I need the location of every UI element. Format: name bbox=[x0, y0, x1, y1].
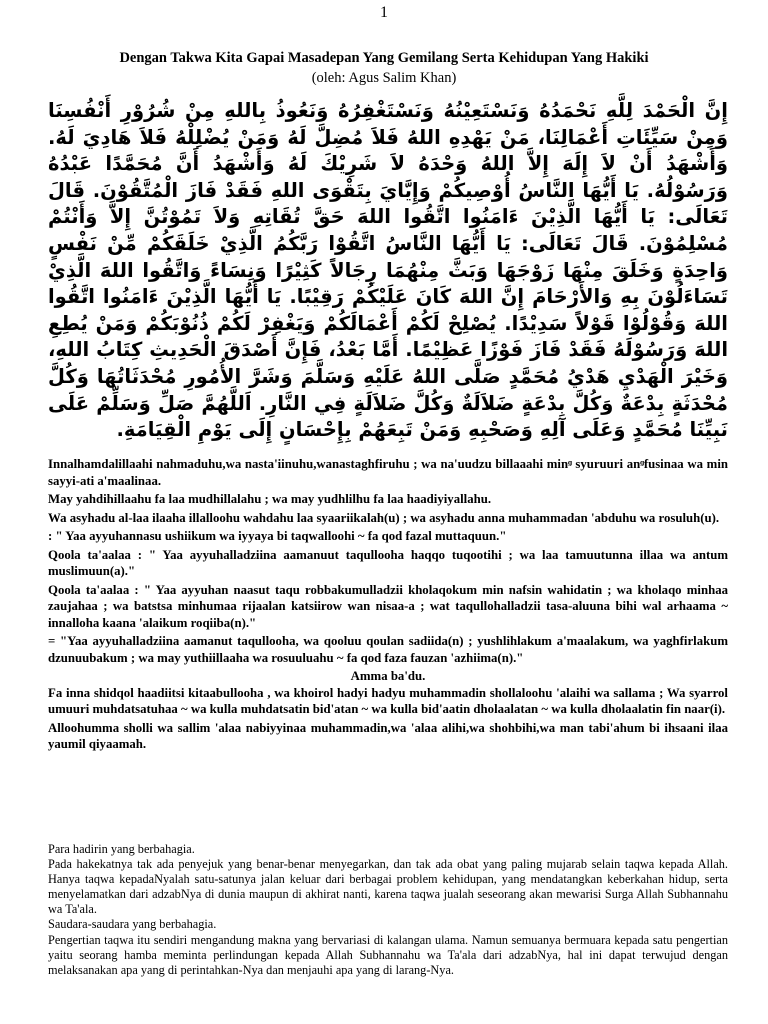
transliteration-paragraph: Alloohumma sholli wa sallim 'alaa nabiyyinaa muhammadin,wa 'alaa alihi,wa shohbihi,wa man tabi'ahum bi ihsaani ilaa yaumil qiyaamah. bbox=[48, 720, 728, 751]
transliteration-paragraph: Qoola ta'aalaa : " Yaa ayyuhalladziina aamanuut taqullooha haqqo tuqootihi ; wa laa tamuutunna illaa wa antum muslimuun(a)." bbox=[48, 547, 728, 578]
transliteration-paragraph: May yahdihillaahu fa laa mudhillalahu ; wa may yudhlilhu fa laa haadiyiyallahu. bbox=[48, 492, 492, 506]
transliteration-paragraph: Fa inna shidqol haadiitsi kitaabullooha , wa khoirol hadyi hadyu muhammadin shollaloohu 'alaihi wa sallama ; Wa syarrol umuuri muhdatsatuhaa ~ wa kulla muhdatsatin bid'atan ~ wa kulla bid'aatin dholaalatan ~ wa kulla dholaalatin fin naar(i). bbox=[48, 685, 728, 716]
transliteration-paragraph: Wa asyhadu al-laa ilaaha illalloohu wahdahu laa syaariikalah(u) ; wa asyhadu anna muhammadan 'abduhu wa rosuluh(u). bbox=[48, 510, 720, 525]
document-subtitle: (oleh: Agus Salim Khan) bbox=[311, 70, 457, 86]
amma-badu-heading: Amma ba'du. bbox=[350, 669, 426, 683]
arabic-opening-sermon: إِنَّ الْحَمْدَ لِلَّهِ نَحْمَدُهُ وَنَسْتَعِيْنُهُ وَنَسْتَغْفِرُهُ وَنَعُوذُ بِاللهِ مِنْ شُرُوْرِ أَنْفُسِنَا وَمِنْ سَيِّئَاتِ أَعْمَالِنَا، مَنْ يَهْدِهِ اللهُ فَلاَ مُضِلَّ لَهُ وَمَنْ يُضْلِلْهُ فَلاَ هَادِيَ لَهُ. وَأَشْهَدُ أَنْ لاَ إِلَهَ إِلاَّ اللهُ وَحْدَهُ لاَ شَرِيْكَ لَهُ وَأَشْهَدُ أَنَّ مُحَمَّدًا عَبْدُهُ وَرَسُوْلُهُ. يَا أَيُّهَا النَّاسُ أُوْصِيكُمْ وَإِيَّايَ بِتَقْوَى اللهِ فَقَدْ فَازَ الْمُتَّقُوْنَ. قَالَ تَعَالَى: يَا أَيُّهَا الَّذِيْنَ ءَامَنُوا اتَّقُوا اللهَ حَقَّ تُقَاتِهِ وَلاَ تَمُوْتُنَّ إِلاَّ وَأَنْتُمْ مُسْلِمُوْنَ. قَالَ تَعَالَى: يَا أَيُّهَا النَّاسُ اتَّقُوْا رَبَّكُمُ الَّذِيْ خَلَقَكُمْ مِّنْ نَفْسٍ وَاحِدَةٍ وَخَلَقَ مِنْهَا زَوْجَهَا وَبَثَّ مِنْهُمَا رِجَالاً كَثِيْرًا وَنِسَاءً وَاتَّقُوا اللهَ الَّذِيْ تَسَاءَلُوْنَ بِهِ وَالأَرْحَامَ إِنَّ اللهَ كَانَ عَلَيْكُمْ رَقِيْبًا. يَا أَيُّهَا الَّذِيْنَ ءَامَنُوا اتَّقُوا اللهَ وَقُوْلُوْا قَوْلاً سَدِيْدًا. يُصْلِحْ لَكُمْ أَعْمَالَكُمْ وَيَغْفِرْ لَكُمْ ذُنُوْبَكُمْ وَمَنْ يُطِعِ اللهَ وَرَسُوْلَهُ فَقَدْ فَازَ فَوْزًا عَظِيْمًا. أَمَّا بَعْدُ، فَإِنَّ أَصْدَقَ الْحَدِيثِ كِتَابُ اللهِ، وَخَيْرَ الْهَدْيِ هَدْيُ مُحَمَّدٍ صَلَّى اللهُ عَلَيْهِ وَسَلَّمَ وَشَرَّ الأُمُورِ مُحْدَثَاتُهَا وَكُلَّ مُحْدَثَةٍ بِدْعَةٌ وَكُلَّ بِدْعَةٍ ضَلاَلَةٌ وَكُلَّ ضَلاَلَةٍ فِي النَّارِ. اَللَّهُمَّ صَلِّ وَسَلِّمْ عَلَى نَبِيِّنَا مُحَمَّدٍ وَعَلَى آلِهِ وَصَحْبِهِ وَمَنْ تَبِعَهُمْ بِإِحْسَانٍ إِلَى يَوْمِ الْقِيَامَةِ. bbox=[48, 99, 728, 442]
translation-paragraph: Para hadirin yang berbahagia. bbox=[48, 842, 195, 856]
translation-paragraph: Pengertian taqwa itu sendiri mengandung makna yang bervariasi di kalangan ulama. Namun semuanya bermuara kepada satu pengertian yaitu seorang hamba meminta perlindungan kepada Allah Subhannahu wa Ta'ala dari adzabNya, hal ini dapat terwujud dengan melaksanakan apa yang di perintahkan-Nya dan menjauhi apa yang di larang-Nya. bbox=[48, 932, 728, 977]
translation-block bbox=[48, 842, 728, 978]
transliteration-block bbox=[48, 456, 728, 755]
document-title: Dengan Takwa Kita Gapai Masadepan Yang Gemilang Serta Kehidupan Yang Hakiki bbox=[119, 50, 649, 66]
transliteration-paragraph: Innalhamdalillaahi nahmaduhu,wa nasta'iinuhu,wanastaghfiruhu ; wa na'uudzu billaaahi minᶢ syuruuri anᶢfusinaa wa min sayyi-ati a'maalinaa. bbox=[48, 457, 728, 488]
transliteration-paragraph: Qoola ta'aalaa : " Yaa ayyuhan naasut taqu robbakumulladzii kholaqokum min nafsin wahidatin ; wa kholaqo minhaa zaujahaa ; wa batstsa minhumaa rijaalan katsiirow wan nisaa-a ; wat taqullohalladzii tasa-aluuna bihi wal arhaama ~ innalloha kaana 'alaikum roqiiba(n)." bbox=[48, 582, 728, 630]
transliteration-paragraph: = "Yaa ayyuhalladziina aamanut taqullooha, wa qooluu qoulan sadiida(n) ; yushlihlakum a'maalakum, wa yaghfirlakum dzunuubakum ; wa may yuthiillaaha wa rosuuluahu ~ fa qod faza fauzan 'azhiima(n)." bbox=[48, 634, 728, 665]
translation-paragraph: Pada hakekatnya tak ada penyejuk yang benar-benar menyegarkan, dan tak ada obat yang paling mujarab selain taqwa kepada Allah. Hanya taqwa kepadaNyalah satu-satunya jalan keluar dari berbagai problem kehidupan, yang mendatangkan keberkahan hidup, serta menyelamatkan dari adzabNya di dunia maupun di akhirat nanti, karena taqwa jualah seseorang akan mewarisi Surga Allah Subhannahu wa Ta'ala. bbox=[48, 857, 728, 917]
translation-paragraph: Saudara-saudara yang berbahagia. bbox=[48, 917, 217, 932]
page-number: 1 bbox=[380, 4, 388, 21]
transliteration-paragraph: : " Yaa ayyuhannasu ushiikum wa iyyaya bi taqwalloohi ~ fa qod fazal muttaquun." bbox=[48, 529, 507, 543]
